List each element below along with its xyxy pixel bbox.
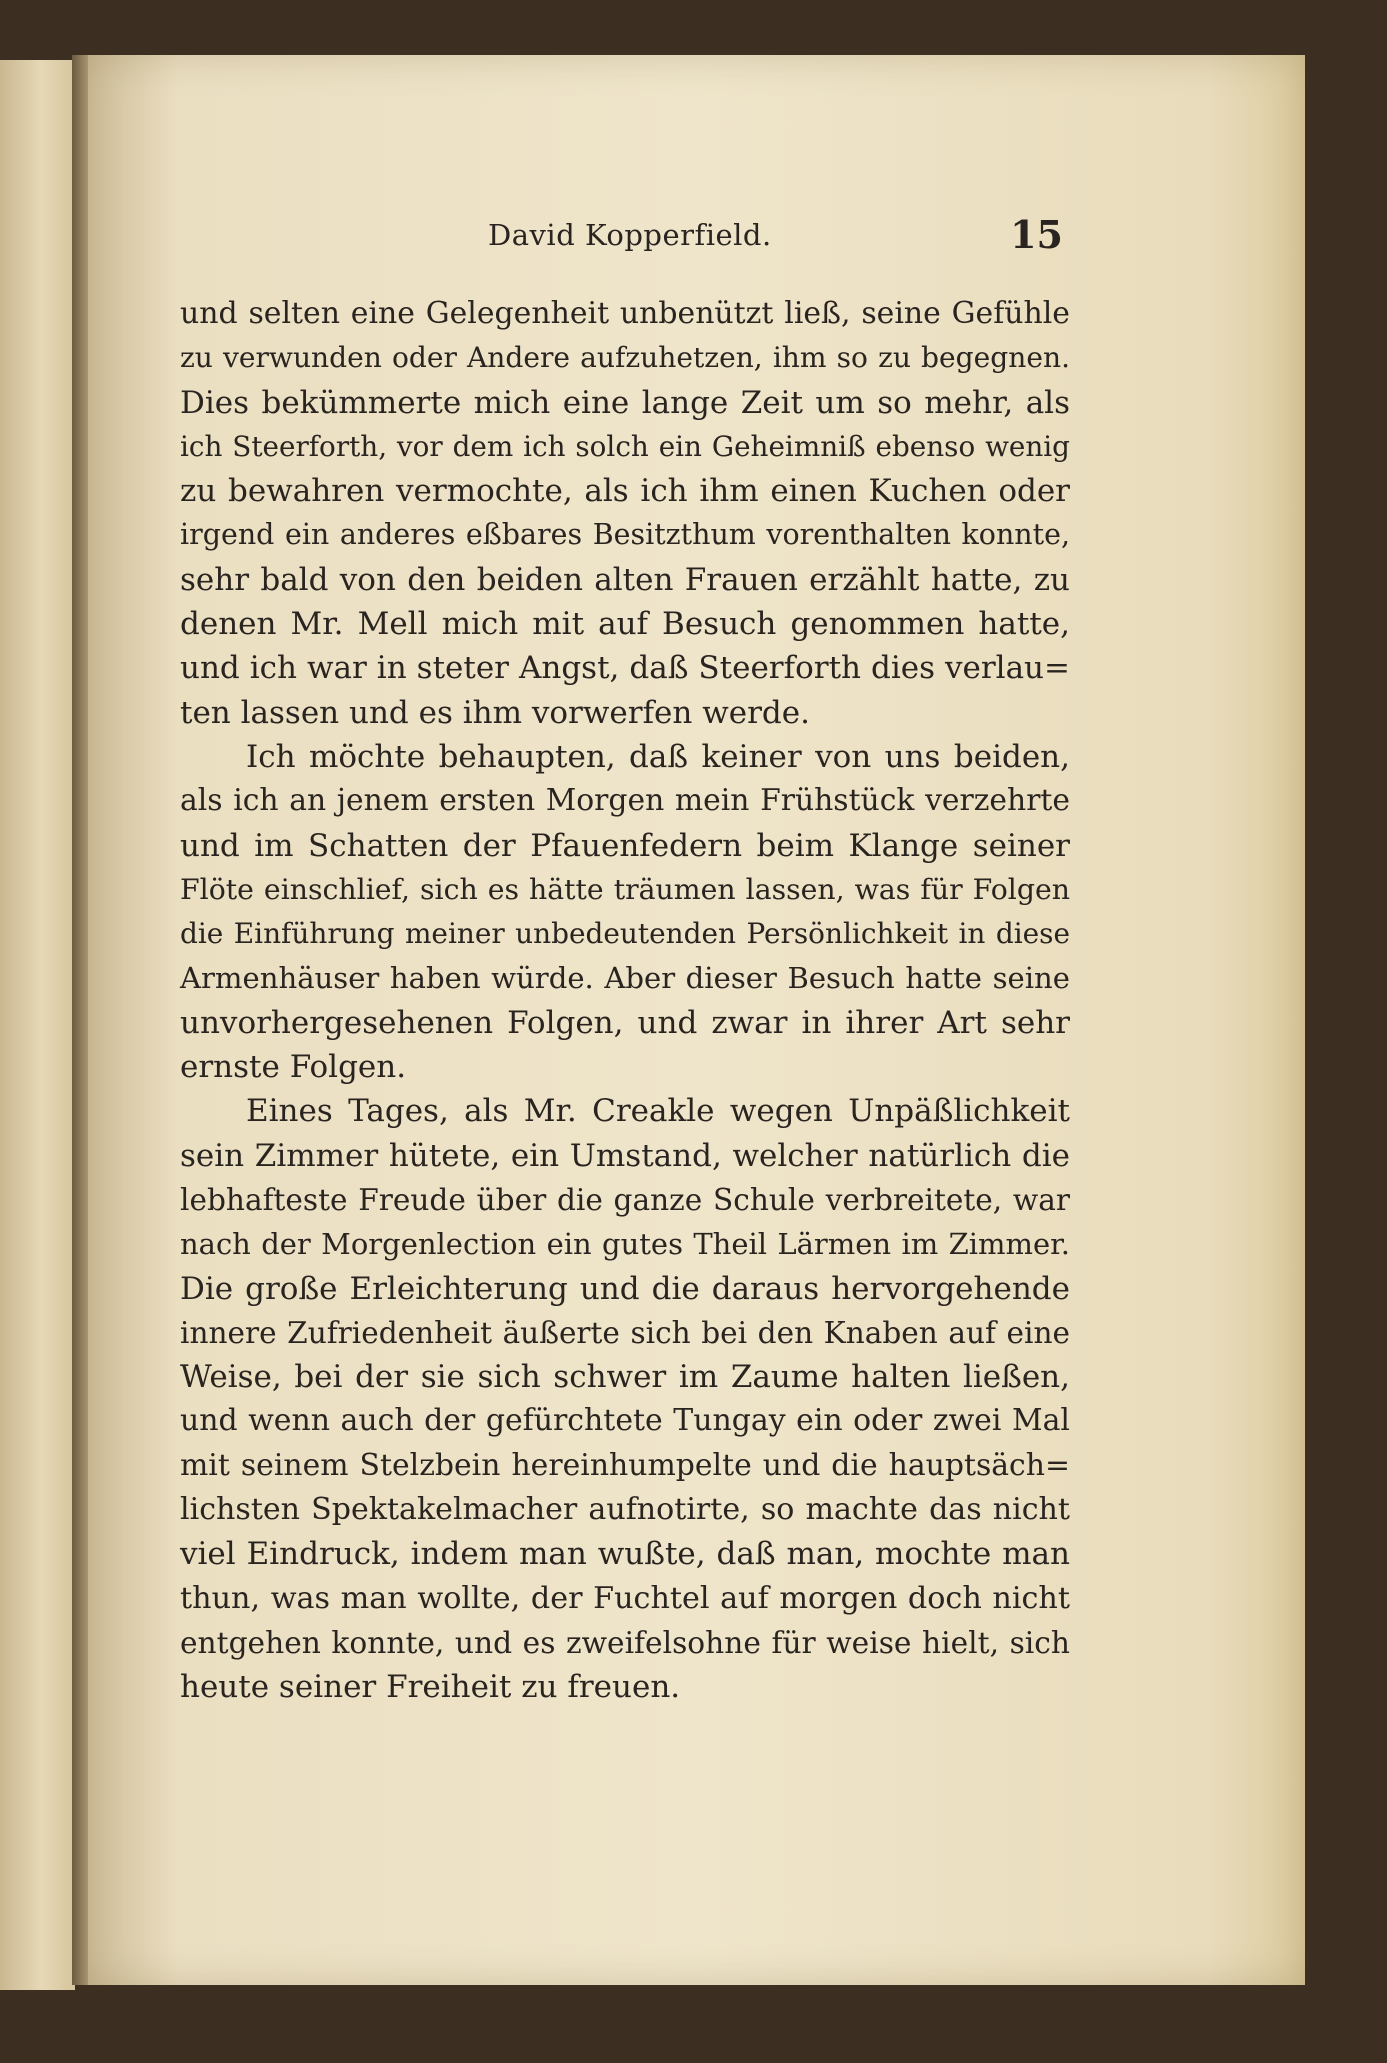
page-number: 15 — [1010, 212, 1063, 257]
text-line: Dies bekümmerte mich eine lange Zeit um so mehr, als — [180, 384, 1070, 421]
text-line: mit seinem Stelzbein hereinhumpelte und die hauptsäch= — [180, 1447, 1070, 1483]
text-line: Eines Tages, als Mr. Creakle wegen Unpäßlichkeit — [246, 1093, 1070, 1130]
text-line: entgehen konnte, und es zweifelsohne für weise hielt, sich — [180, 1624, 1070, 1660]
text-line: zu bewahren vermochte, als ich ihm einen Kuchen oder — [180, 473, 1070, 510]
book-gutter — [72, 55, 88, 1985]
text-line: irgend ein anderes eßbares Besitzthum vorenthalten konnte, — [180, 518, 1070, 552]
text-line: denen Mr. Mell mich mit auf Besuch genommen hatte, — [180, 606, 1070, 643]
text-line: Die große Erleichterung und die daraus hervorgehende — [180, 1270, 1070, 1307]
text-line: Flöte einschlief, sich es hätte träumen lassen, was für Folgen — [180, 872, 1070, 906]
text-line: und im Schatten der Pfauenfedern beim Klange seiner — [180, 827, 1070, 864]
text-line: innere Zufriedenheit äußerte sich bei den Knaben auf eine — [180, 1315, 1070, 1350]
text-line: sehr bald von den beiden alten Frauen erzählt hatte, zu — [180, 561, 1070, 598]
text-line: ernste Folgen. — [180, 1049, 407, 1086]
text-line: heute seiner Freiheit zu freuen. — [180, 1669, 681, 1706]
text-line: nach der Morgenlection ein gutes Theil Lärmen im Zimmer. — [180, 1227, 1070, 1262]
facing-page-edge — [0, 60, 75, 1990]
text-line: und wenn auch der gefürchtete Tungay ein oder zwei Mal — [180, 1403, 1070, 1439]
running-head — [180, 212, 1075, 262]
running-title: David Kopperfield. — [488, 218, 772, 252]
text-line: viel Eindruck, indem man wußte, daß man, mochte man — [180, 1536, 1070, 1573]
text-line: unvorhergesehenen Folgen, und zwar in ihrer Art sehr — [180, 1004, 1070, 1041]
text-line: lichsten Spektakelmacher aufnotirte, so machte das nicht — [180, 1492, 1070, 1528]
text-line: zu verwunden oder Andere aufzuhetzen, ihm so zu begegnen. — [180, 341, 1070, 375]
text-line: lebhafteste Freude über die ganze Schule verbreitete, war — [180, 1182, 1070, 1217]
text-line: ten lassen und es ihm vorwerfen werde. — [180, 694, 810, 731]
text-line: sein Zimmer hütete, ein Umstand, welcher natürlich die — [180, 1137, 1070, 1174]
text-line: Armenhäuser haben würde. Aber dieser Besuch hatte seine — [180, 961, 1070, 996]
text-line: Weise, bei der sie sich schwer im Zaume halten ließen, — [180, 1359, 1070, 1396]
text-line: die Einführung meiner unbedeutenden Persönlichkeit in diese — [180, 917, 1070, 951]
text-line: und ich war in steter Angst, daß Steerforth dies verlau= — [180, 650, 1070, 687]
text-line: als ich an jenem ersten Morgen mein Frühstück verzehrte — [180, 783, 1070, 819]
text-line: Ich möchte behaupten, daß keiner von uns beiden, — [246, 738, 1070, 775]
text-line: ich Steerforth, vor dem ich solch ein Geheimniß ebenso wenig — [180, 429, 1070, 463]
text-line: und selten eine Gelegenheit unbenützt ließ, seine Gefühle — [180, 296, 1070, 331]
text-line: thun, was man wollte, der Fuchtel auf morgen doch nicht — [180, 1580, 1070, 1616]
page-body-text — [180, 292, 1070, 1710]
